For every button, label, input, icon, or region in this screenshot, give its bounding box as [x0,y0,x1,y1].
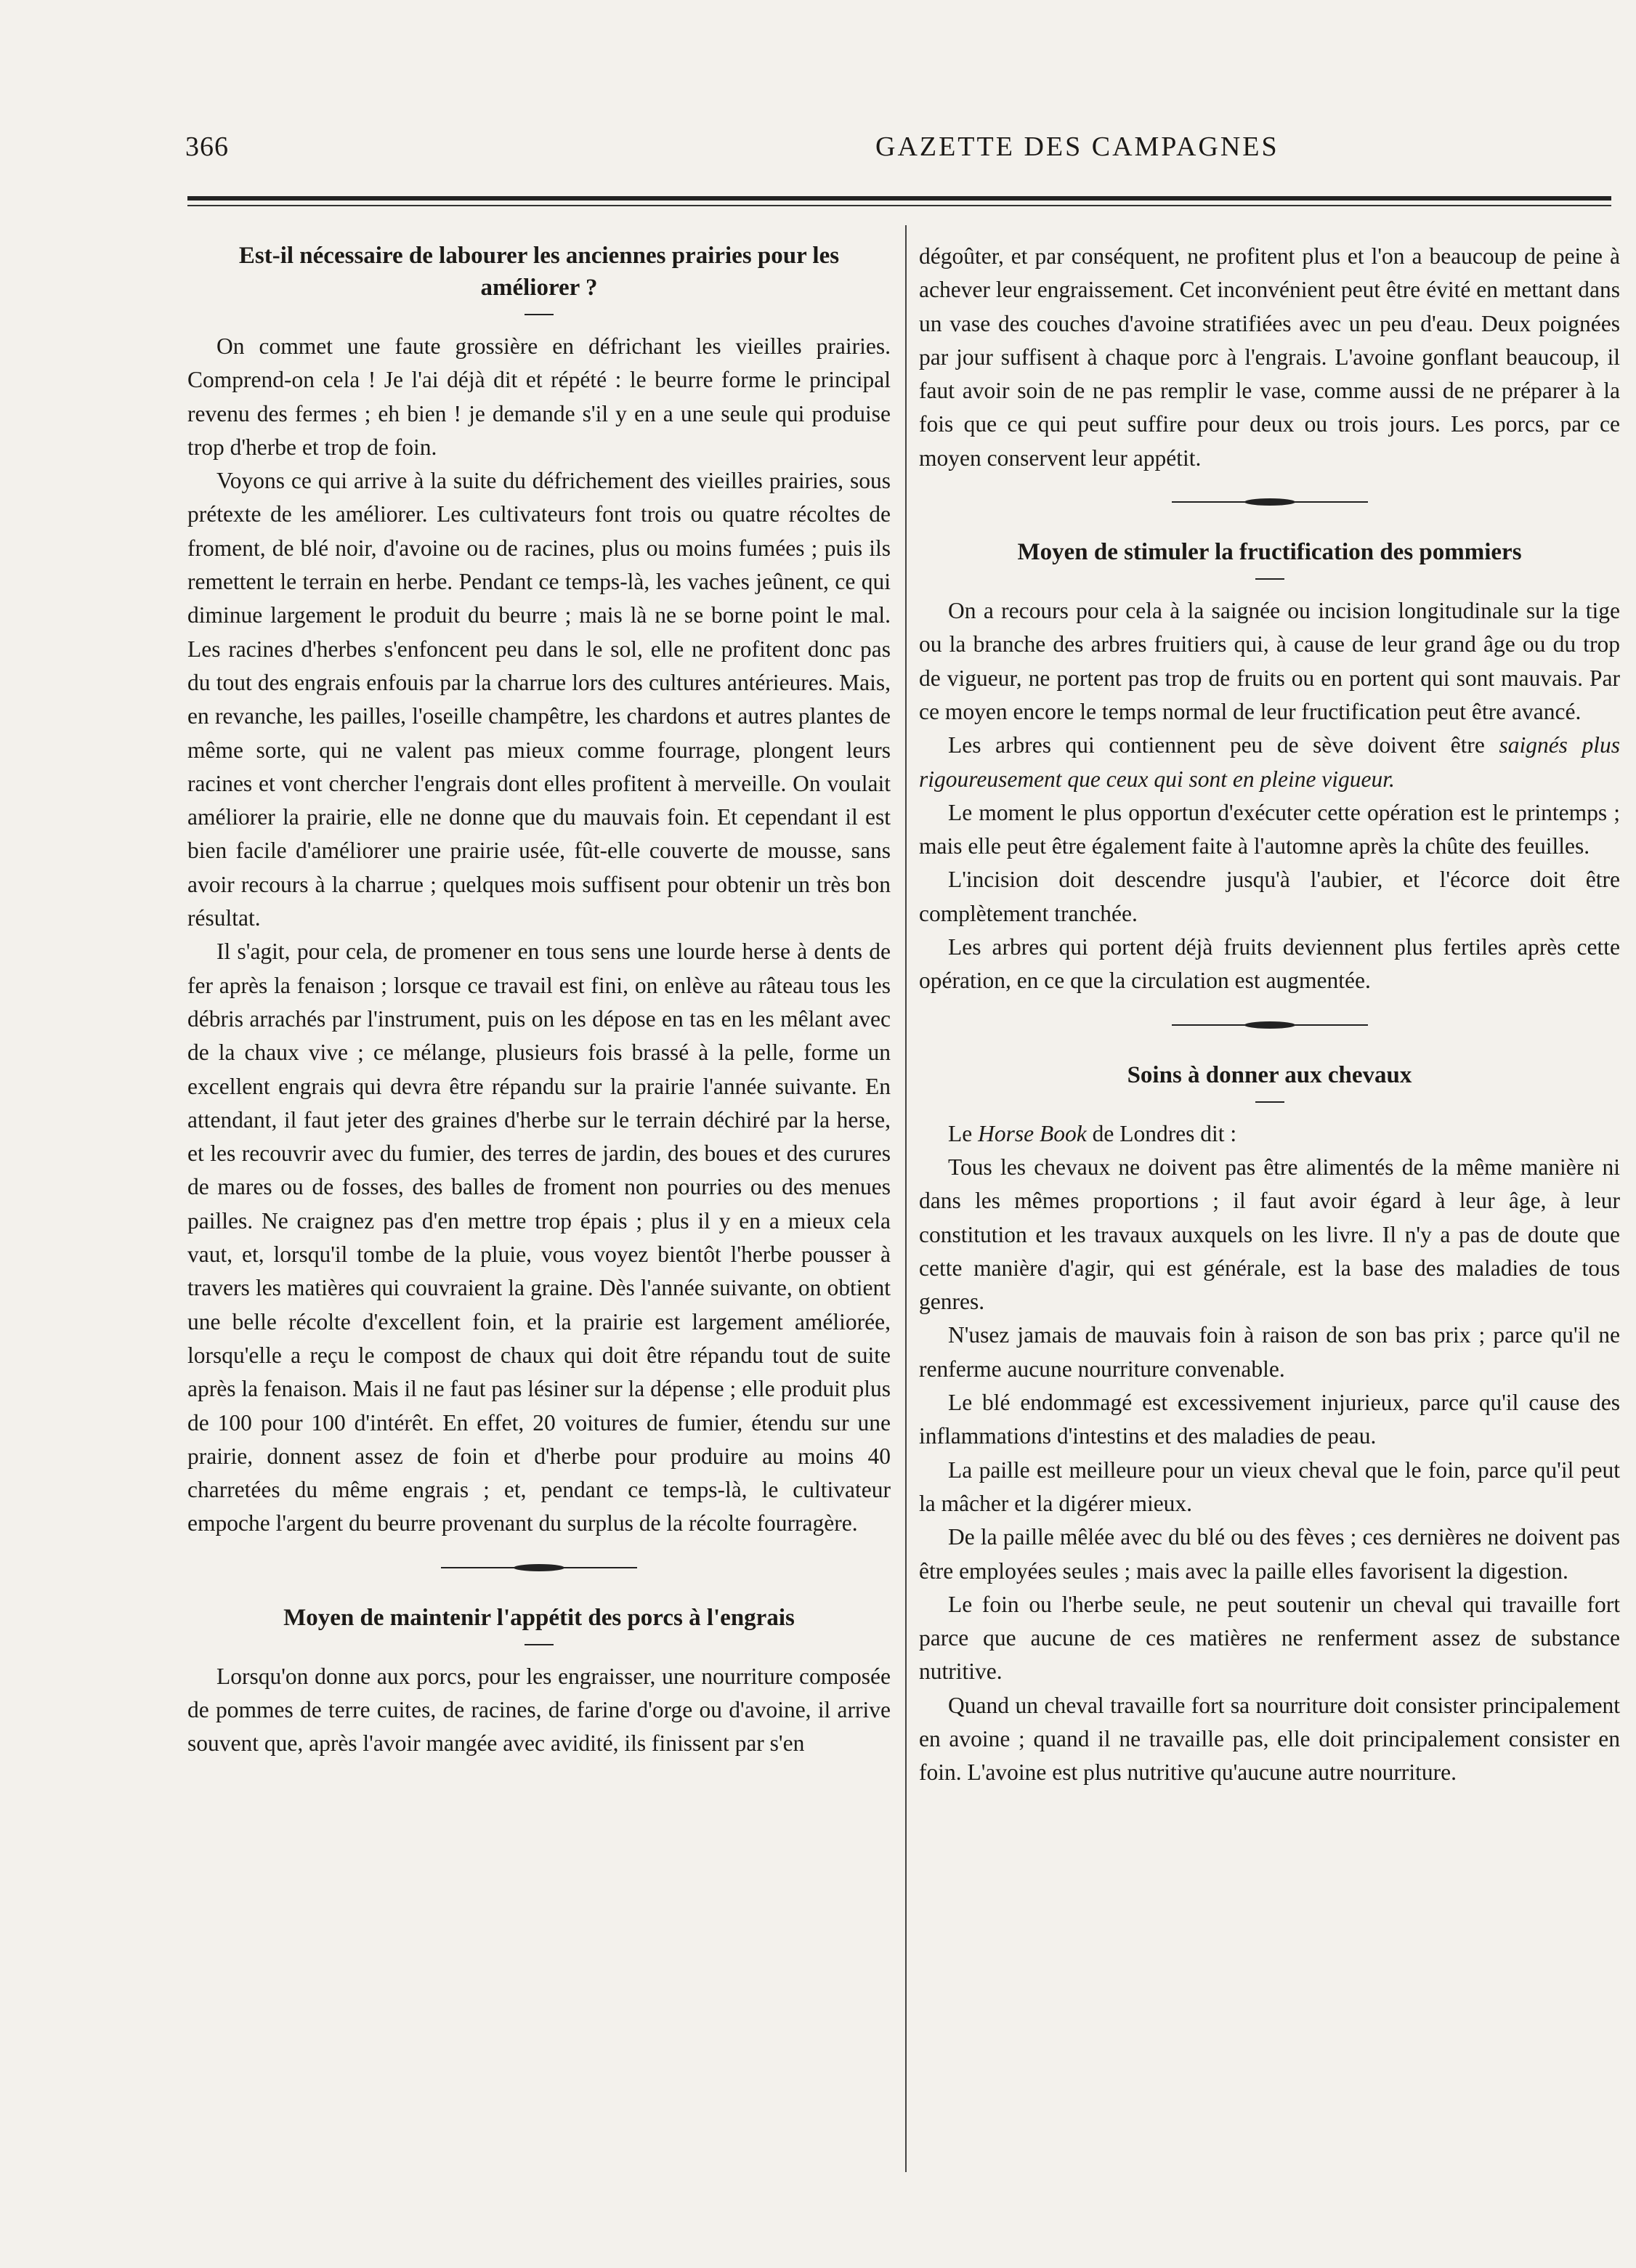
page-header [185,131,1636,182]
section-ornament [1172,497,1368,507]
paragraph: Voyons ce qui arrive à la suite du défrichement des vieilles prairies, sous prétexte de les améliorer. Les cultivateurs font trois ou quatre récoltes de froment, de blé noir, d'avoine ou de racines, plus ou moins fumées ; puis ils remettent le terrain en herbe. Pendant ce temps-là, les vaches jeûnent, ce qui diminue largement le produit du beurre ; mais là ne se borne point le mal. Les racines d'herbes s'enfoncent peu dans le sol, elle ne profitent donc pas du tout des engrais enfouis par la charrue lors des cultures antérieures. Mais, en revanche, les pailles, l'oseille champêtre, les chardons et autres plantes de même sorte, qui ne valent pas mieux comme fourrage, plongent leurs racines et vont chercher l'engrais dont elles profitent à merveille. On voulait améliorer la prairie, elle ne donne que du mauvais foin. Et cependant il est bien facile d'améliorer une prairie usée, fût-elle couverte de mousse, sans avoir recours à la charrue ; quelques mois suffisent pour obtenir un très bon résultat. [187,468,891,931]
article-title-chevaux: Soins à donner aux chevaux [1127,1061,1412,1088]
paragraph: On commet une faute grossière en défrichant les vieilles prairies. Comprend-on cela ! Je l'ai déjà dit et répété : le beurre forme le principal revenu des fermes ; eh bien ! je demande s'il y en a une seule qui produise trop d'herbe et trop de foin. [187,333,891,460]
paragraph: Quand un cheval travaille fort sa nourriture doit consister principalement en avoine ; quand il ne travaille pas, elle doit principalement consister en foin. L'avoine est plus nutritive qu'aucune autre nourriture. [919,1692,1620,1786]
paragraph: La paille est meilleure pour un vieux cheval que le foin, parce qu'il peut la mâcher et la digérer mieux. [919,1457,1620,1516]
header-rule-thin [187,205,1611,206]
paragraph [919,729,1620,796]
italic-run: saignés plus rigoureusement que ceux qui sont en pleine vigueur. [919,732,1620,792]
title-dash [525,1644,554,1645]
article-title-porcs: Moyen de maintenir l'appétit des porcs à l'engrais [283,1604,795,1631]
section-ornament [1172,1020,1368,1030]
italic-run: Horse Book [978,1120,1087,1146]
article-title-pommiers: Moyen de stimuler la fructification des pommiers [1017,539,1522,566]
article-title-prairies: Est-il nécessaire de labourer les anciennes prairies pour les améliorer ? [238,243,840,301]
paragraph: Lorsqu'on donne aux porcs, pour les engraisser, une nourriture composée de pommes de terre cuites, de racines, de farine d'orge ou d'avoine, il arrive souvent que, après l'avoir mangée avec avidité, ils finissent par s'en [187,1663,891,1757]
header-rule-thick [187,196,1611,201]
paragraph-continued: dégoûter, et par conséquent, ne profitent plus et l'on a beaucoup de peine à achever leur engraissement. Cet inconvénient peut être évité en mettant dans un vase des couches d'avoine stratifiées avec un peu d'eau. Deux poignées par jour suffisent à chaque porc à l'engrais. L'avoine gonflant beaucoup, il faut avoir soin de ne pas remplir le vase, comme aussi de ne préparer à la fois que ce qui peut suffire pour deux ou trois jours. Les porcs, par ce moyen conservent leur appétit. [919,243,1620,471]
paragraph: Le blé endommagé est excessivement injurieux, parce qu'il cause des inflammations d'intestins et des maladies de peau. [919,1390,1620,1449]
paragraph: N'usez jamais de mauvais foin à raison de son bas prix ; parce qu'il ne renferme aucune nourriture convenable. [919,1322,1620,1382]
left-column [187,240,891,1761]
paragraph: De la paille mêlée avec du blé ou des fèves ; ces dernières ne doivent pas être employées seules ; mais avec la paille elles favorisent la digestion. [919,1524,1620,1584]
title-dash [1255,578,1284,580]
title-dash [1255,1101,1284,1103]
page-number: 366 [185,131,229,162]
right-column [919,240,1620,1790]
column-divider [905,225,907,2172]
paragraph: Le foin ou l'herbe seule, ne peut soutenir un cheval qui travaille fort parce que aucune de ces matières ne renferment assez de substance nutritive. [919,1591,1620,1685]
paragraph: Le moment le plus opportun d'exécuter cette opération est le printemps ; mais elle peut être également faite à l'automne après la chûte des feuilles. [919,799,1620,859]
paragraph [919,1117,1620,1151]
paragraph: L'incision doit descendre jusqu'à l'aubier, et l'écorce doit être complètement tranchée. [919,867,1620,926]
text-run: Les arbres qui contiennent peu de sève doivent être [948,732,1499,758]
title-dash [525,314,554,315]
text-run: de Londres dit : [1086,1120,1237,1146]
paragraph: On a recours pour cela à la saignée ou incision longitudinale sur la tige ou la branche des arbres fruitiers qui, à cause de leur grand âge ou du trop de vigueur, ne portent pas trop de fruits ou en portent qui sont mauvais. Par ce moyen encore le temps normal de leur fructification peut être avancé. [919,598,1620,724]
section-ornament [441,1563,637,1573]
paragraph: Tous les chevaux ne doivent pas être alimentés de la même manière ni dans les mêmes proportions ; il faut avoir égard à leur âge, à leur constitution et les travaux auxquels on les livre. Il n'y a pas de doute que cette manière d'agir, qui est générale, est la base des maladies de tous genres. [919,1154,1620,1315]
text-run: Le [948,1120,979,1146]
paragraph: Il s'agit, pour cela, de promener en tous sens une lourde herse à dents de fer après la fenaison ; lorsque ce travail est fini, on enlève au râteau tous les débris arrachés par l'instrument, puis on les dépose en tas en les mêlant avec de la chaux vive ; ce mélange, plusieurs fois brassé à la pelle, forme un excellent engrais qui devra être répandu sur la prairie l'année suivante. En attendant, il faut jeter des graines d'herbe sur le terrain déchiré par la herse, et les recouvrir avec du fumier, des terres de jardin, des boues et des curures de mares ou de fosses, des balles de froment non pourries ou des menues pailles. Ne craignez pas d'en mettre trop épais ; plus il y en a mieux cela vaut, et, lorsqu'il tombe de la pluie, vous voyez bientôt l'herbe pousser à travers les matières qui couvraient la graine. Dès l'année suivante, on obtient une belle récolte d'excellent foin, et la prairie est largement améliorée, lorsqu'elle a reçu le compost de chaux qui doit être répandu tout de suite après la fenaison. Mais il ne faut pas lésiner sur la dépense ; elle produit plus de 100 pour 100 d'intérêt. En effet, 20 voitures de fumier, étendu sur une prairie, donnent assez de foin et d'herbe pour produire au moins 40 charretées du même engrais ; et, pendant ce temps-là, le cultivateur empoche l'argent du beurre provenant du surplus de la récolte fourragère. [187,939,891,1536]
running-title: GAZETTE DES CAMPAGNES [875,131,1279,162]
paragraph: Les arbres qui portent déjà fruits deviennent plus fertiles après cette opération, en ce que la circulation est augmentée. [919,934,1620,994]
